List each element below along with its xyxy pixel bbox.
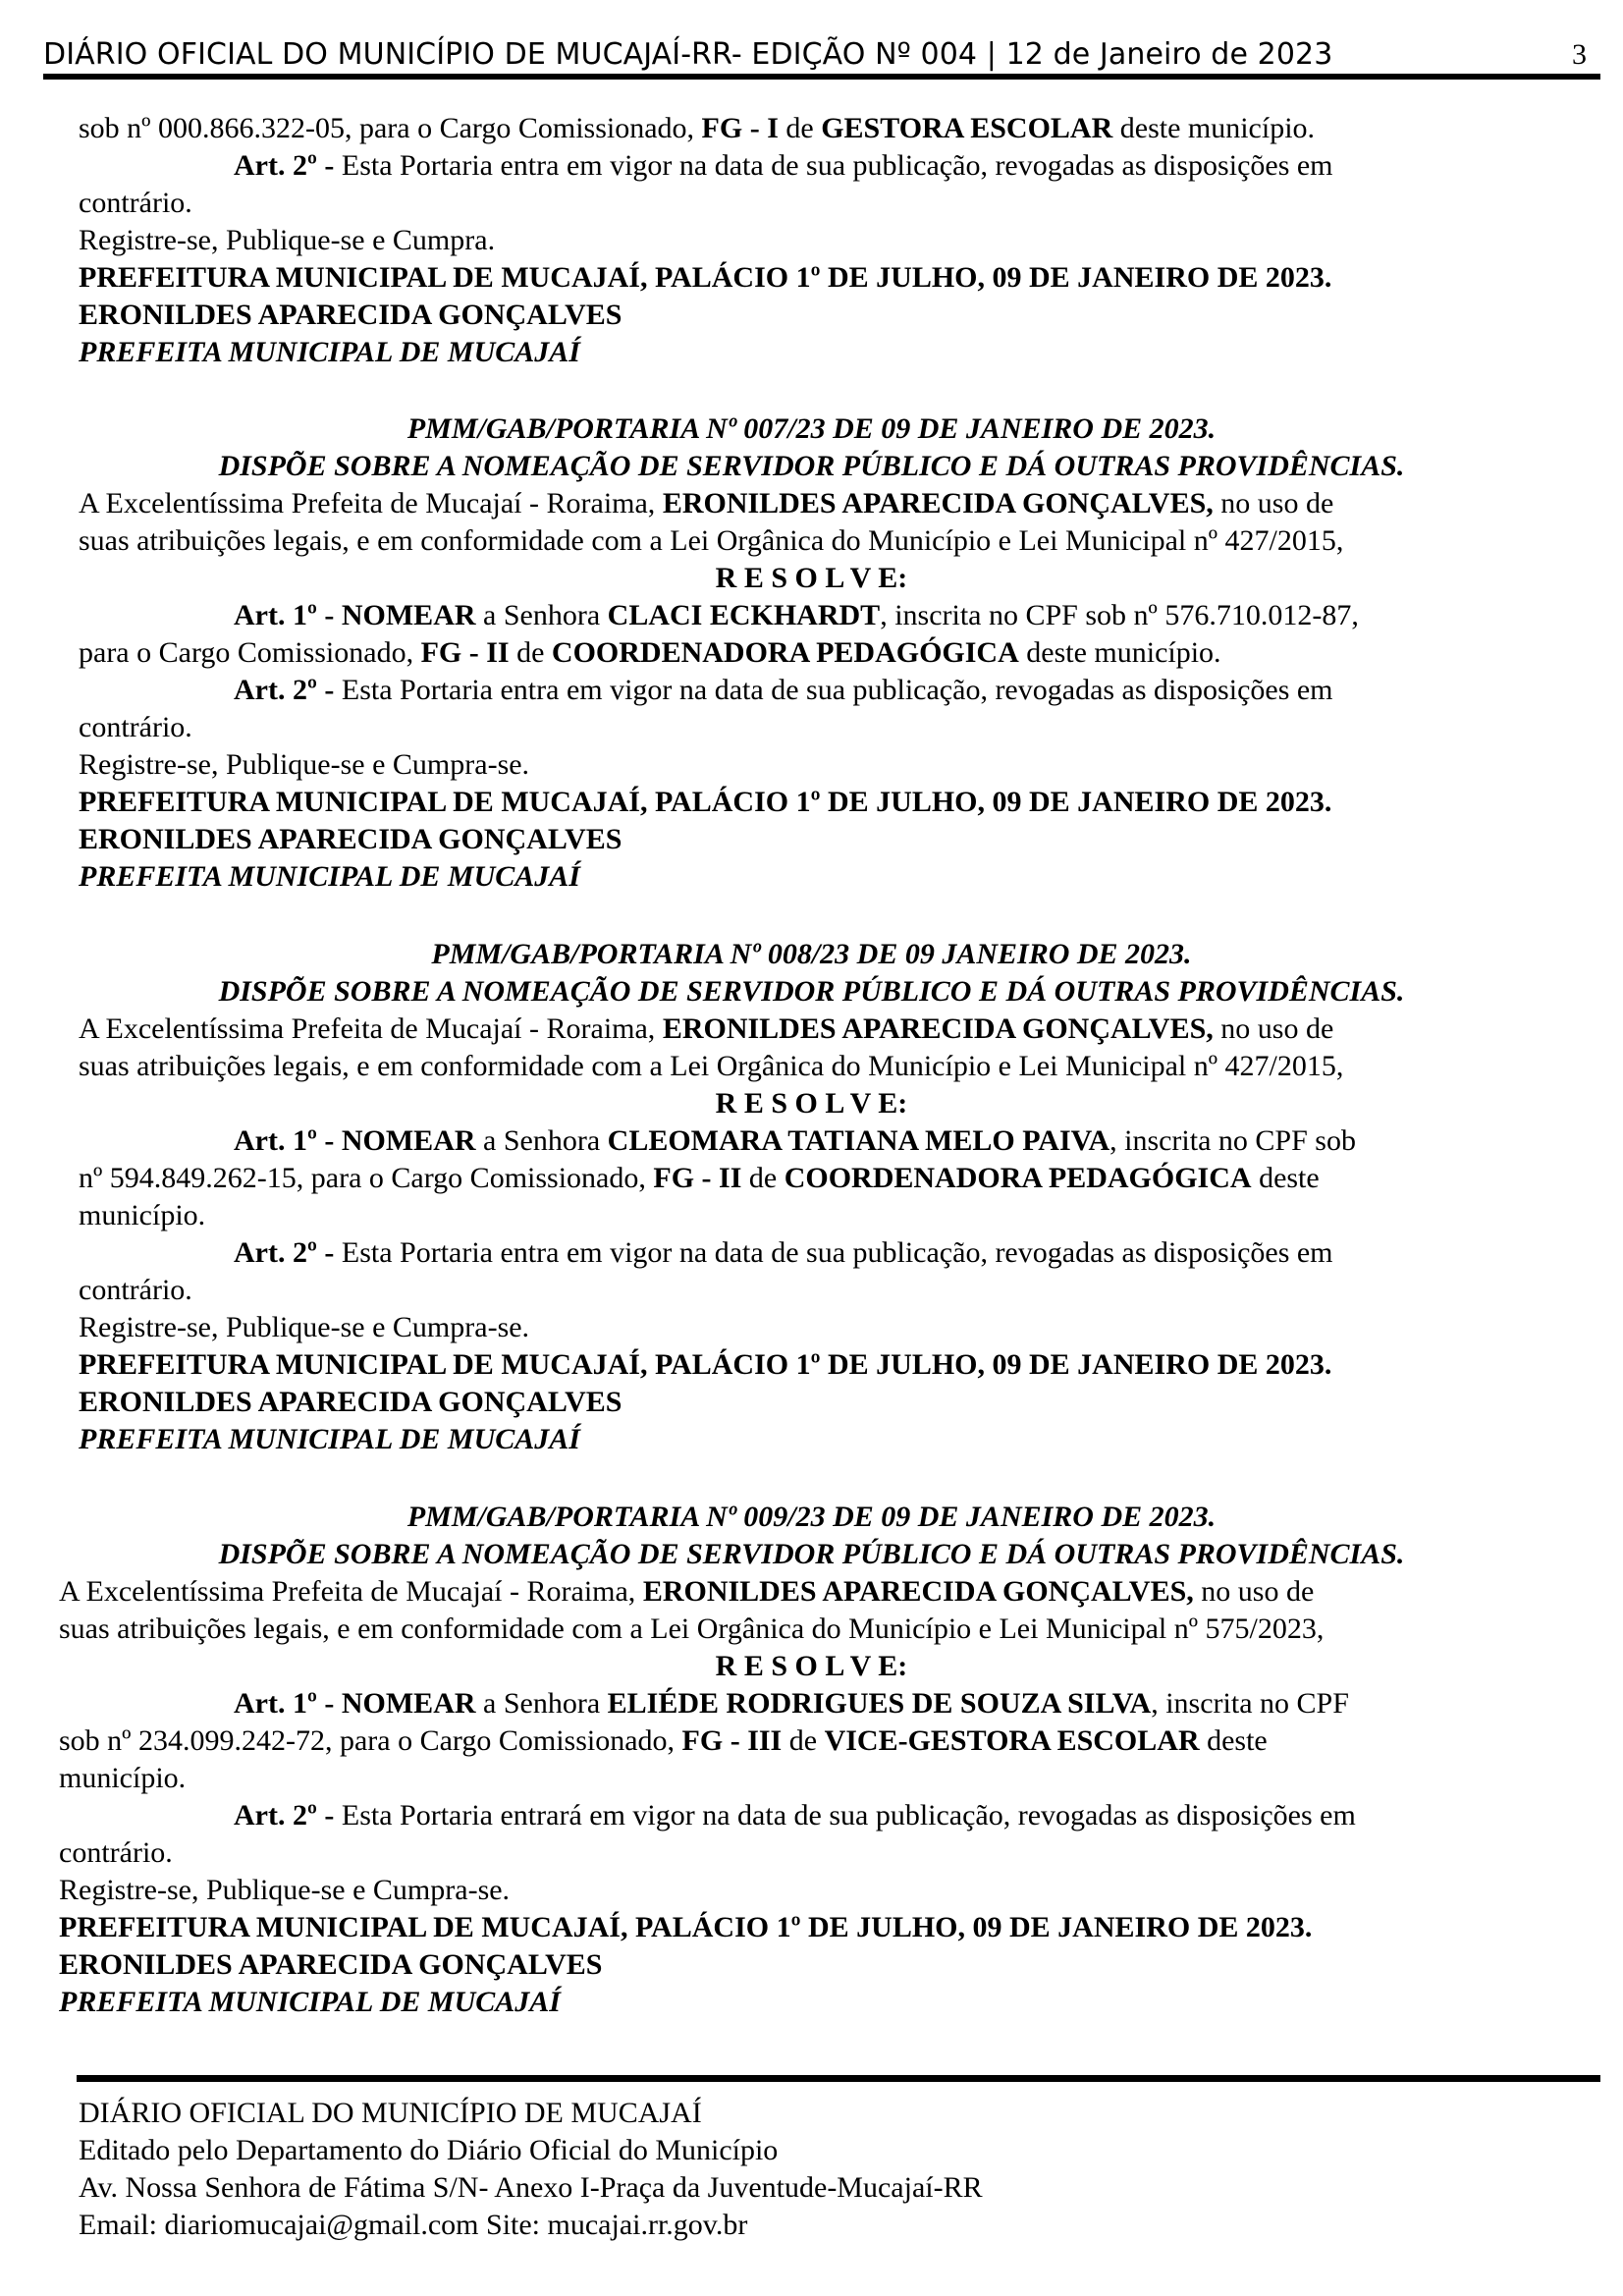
signer-name: ERONILDES APARECIDA GONÇALVES — [79, 299, 622, 331]
article-1-cont: sob nº 234.099.242-72, para o Cargo Comissionado, FG - III de VICE-GESTORA ESCOLAR deste — [59, 1724, 1268, 1757]
intro-line: A Excelentíssima Prefeita de Mucajaí - Roraima, ERONILDES APARECIDA GONÇALVES, no uso de — [79, 487, 1334, 519]
portaria-subject: DISPÕE SOBRE A NOMEAÇÃO DE SERVIDOR PÚBLICO E DÁ OUTRAS PROVIDÊNCIAS. — [218, 1538, 1405, 1570]
portaria-title: PMM/GAB/PORTARIA Nº 007/23 DE 09 DE JANEIRO DE 2023. — [406, 412, 1217, 445]
article-1-cont: para o Cargo Comissionado, FG - II de COORDENADORA PEDAGÓGICA deste município. — [79, 636, 1221, 669]
footer-address: Av. Nossa Senhora de Fátima S/N- Anexo I-Praça da Juventude-Mucajaí-RR — [79, 2171, 983, 2204]
footer-contact: Email: diariomucajai@gmail.com Site: mucajai.rr.gov.br — [79, 2209, 748, 2241]
article-2-cont: contrário. — [79, 187, 192, 219]
intro-line: A Excelentíssima Prefeita de Mucajaí - Roraima, ERONILDES APARECIDA GONÇALVES, no uso de — [79, 1012, 1334, 1045]
portaria-subject: DISPÕE SOBRE A NOMEAÇÃO DE SERVIDOR PÚBLICO E DÁ OUTRAS PROVIDÊNCIAS. — [218, 450, 1405, 482]
intro-line-2: suas atribuições legais, e em conformidade com a Lei Orgânica do Município e Lei Municipal nº 427/2015, — [79, 524, 1344, 557]
article-2: Art. 2º - Esta Portaria entra em vigor na data de sua publicação, revogadas as disposições em — [234, 674, 1333, 706]
signer-title: PREFEITA MUNICIPAL DE MUCAJAÍ — [79, 860, 580, 893]
signer-name: ERONILDES APARECIDA GONÇALVES — [59, 1948, 603, 1981]
article-2: Art. 2º - Esta Portaria entra em vigor na data de sua publicação, revogadas as disposições em — [234, 1236, 1333, 1269]
signer-name: ERONILDES APARECIDA GONÇALVES — [79, 823, 622, 855]
signer-name: ERONILDES APARECIDA GONÇALVES — [79, 1386, 622, 1418]
footer-divider — [77, 2075, 1600, 2082]
intro-line: A Excelentíssima Prefeita de Mucajaí - Roraima, ERONILDES APARECIDA GONÇALVES, no uso de — [59, 1575, 1315, 1608]
header-divider — [43, 74, 1600, 80]
register-line: Registre-se, Publique-se e Cumpra-se. — [59, 1874, 511, 1906]
appointment-line: sob nº 000.866.322-05, para o Cargo Comissionado, FG - I de GESTORA ESCOLAR deste município. — [79, 112, 1316, 144]
register-line: Registre-se, Publique-se e Cumpra. — [79, 224, 496, 256]
place-date: PREFEITURA MUNICIPAL DE MUCAJAÍ, PALÁCIO 1º DE JULHO, 09 DE JANEIRO DE 2023. — [59, 1911, 1313, 1943]
portaria-title: PMM/GAB/PORTARIA Nº 009/23 DE 09 DE JANEIRO DE 2023. — [406, 1501, 1217, 1533]
article-2-cont: contrário. — [59, 1836, 173, 1869]
resolve-heading: R E S O L V E: — [715, 1650, 908, 1682]
footer-journal-name: DIÁRIO OFICIAL DO MUNICÍPIO DE MUCAJAÍ — [79, 2097, 702, 2129]
journal-header-title: DIÁRIO OFICIAL DO MUNICÍPIO DE MUCAJAÍ-RR- EDIÇÃO Nº 004 | 12 de Janeiro de 2023 — [43, 37, 1333, 72]
article-2: Art. 2º - Esta Portaria entrará em vigor na data de sua publicação, revogadas as disposições em — [234, 1799, 1356, 1831]
footer-email-link[interactable]: diariomucajai@gmail.com — [164, 2209, 479, 2241]
article-1: Art. 1º - NOMEAR a Senhora CLEOMARA TATIANA MELO PAIVA, inscrita no CPF sob — [234, 1124, 1356, 1157]
place-date: PREFEITURA MUNICIPAL DE MUCAJAÍ, PALÁCIO 1º DE JULHO, 09 DE JANEIRO DE 2023. — [79, 786, 1332, 818]
intro-line-2: suas atribuições legais, e em conformidade com a Lei Orgânica do Município e Lei Municipal nº 575/2023, — [59, 1613, 1325, 1645]
register-line: Registre-se, Publique-se e Cumpra-se. — [79, 1311, 530, 1343]
portaria-title: PMM/GAB/PORTARIA Nº 008/23 DE 09 JANEIRO DE 2023. — [431, 938, 1192, 970]
article-2: Art. 2º - Esta Portaria entra em vigor na data de sua publicação, revogadas as disposições em — [234, 149, 1333, 182]
resolve-heading: R E S O L V E: — [715, 562, 908, 594]
intro-line-2: suas atribuições legais, e em conformidade com a Lei Orgânica do Município e Lei Municipal nº 427/2015, — [79, 1050, 1344, 1082]
article-2-cont: contrário. — [79, 711, 192, 743]
article-1-cont: nº 594.849.262-15, para o Cargo Comissionado, FG - II de COORDENADORA PEDAGÓGICA deste — [79, 1162, 1320, 1194]
place-date: PREFEITURA MUNICIPAL DE MUCAJAÍ, PALÁCIO 1º DE JULHO, 09 DE JANEIRO DE 2023. — [79, 261, 1332, 294]
page-footer — [79, 2095, 983, 2244]
page-number: 3 — [1572, 38, 1587, 71]
signer-title: PREFEITA MUNICIPAL DE MUCAJAÍ — [79, 336, 580, 368]
signer-title: PREFEITA MUNICIPAL DE MUCAJAÍ — [79, 1423, 580, 1455]
signer-title: PREFEITA MUNICIPAL DE MUCAJAÍ — [59, 1986, 561, 2018]
register-line: Registre-se, Publique-se e Cumpra-se. — [79, 748, 530, 781]
page-header — [43, 35, 1600, 75]
article-1-cont-2: município. — [59, 1762, 187, 1794]
article-1: Art. 1º - NOMEAR a Senhora CLACI ECKHARDT, inscrita no CPF sob nº 576.710.012-87, — [234, 599, 1359, 631]
article-1-cont-2: município. — [79, 1199, 206, 1231]
resolve-heading: R E S O L V E: — [715, 1087, 908, 1120]
place-date: PREFEITURA MUNICIPAL DE MUCAJAÍ, PALÁCIO 1º DE JULHO, 09 DE JANEIRO DE 2023. — [79, 1348, 1332, 1381]
footer-editor: Editado pelo Departamento do Diário Oficial do Município — [79, 2134, 779, 2166]
article-1: Art. 1º - NOMEAR a Senhora ELIÉDE RODRIGUES DE SOUZA SILVA, inscrita no CPF — [234, 1687, 1349, 1720]
portaria-subject: DISPÕE SOBRE A NOMEAÇÃO DE SERVIDOR PÚBLICO E DÁ OUTRAS PROVIDÊNCIAS. — [218, 975, 1405, 1008]
footer-site-link[interactable]: mucajai.rr.gov.br — [547, 2209, 748, 2241]
article-2-cont: contrário. — [79, 1274, 192, 1306]
